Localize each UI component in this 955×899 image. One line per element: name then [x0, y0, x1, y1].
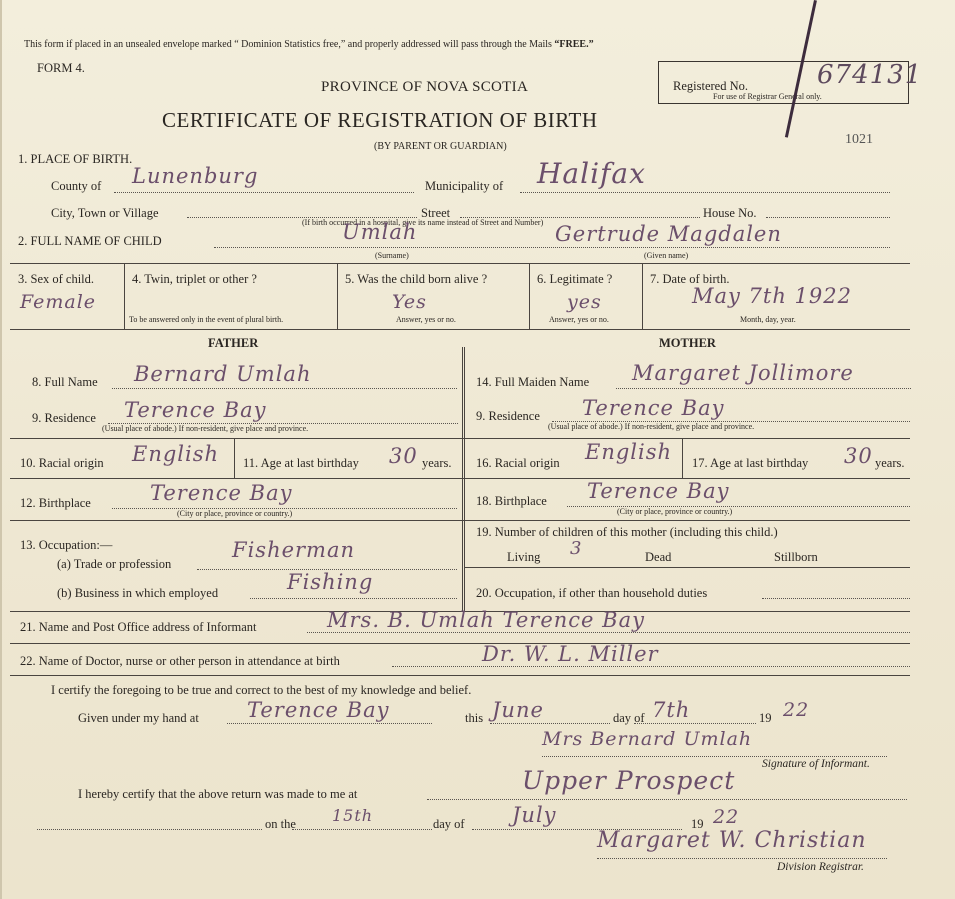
born-alive-caption: Answer, yes or no. — [396, 315, 456, 324]
mother-residence-value: Terence Bay — [582, 396, 725, 420]
born-alive-value: Yes — [392, 291, 427, 313]
on-the-label: on the — [265, 817, 296, 831]
living-value: 3 — [570, 538, 583, 559]
return-place-value: Upper Prospect — [522, 766, 736, 795]
father-birthplace-note: (City or place, province or country.) — [177, 509, 293, 518]
mother-age-value: 30 — [844, 444, 873, 468]
father-heading: FATHER — [208, 336, 259, 350]
return-label: I hereby certify that the above return was made to me at — [78, 787, 358, 801]
business-label: (b) Business in which employed — [57, 586, 219, 600]
this-label: this — [465, 711, 484, 725]
house-no-label: House No. — [703, 206, 757, 220]
return-year-prefix: 19 — [691, 817, 704, 831]
trade-label: (a) Trade or profession — [57, 557, 172, 571]
day-of-label: day of — [613, 711, 645, 725]
given-name-caption: (Given name) — [644, 251, 689, 260]
mailing-note — [24, 40, 594, 50]
birth-date-value: May 7th 1922 — [692, 284, 853, 308]
mother-residence-label: 9. Residence — [476, 409, 540, 423]
province-title: PROVINCE OF NOVA SCOTIA — [321, 79, 529, 95]
municipality-value: Halifax — [537, 157, 646, 190]
informant-signature: Mrs Bernard Umlah — [542, 728, 753, 750]
twin-label: 4. Twin, triplet or other ? — [132, 272, 257, 286]
father-age-label: 11. Age at last birthday — [243, 456, 359, 470]
mother-birthplace-note: (City or place, province or country.) — [617, 507, 733, 516]
certificate-title: CERTIFICATE OF REGISTRATION OF BIRTH — [162, 108, 598, 132]
legitimate-value: yes — [567, 291, 602, 313]
mother-occupation-label: 20. Occupation, if other than household duties — [476, 586, 708, 600]
given-year-value: 22 — [783, 699, 810, 721]
mother-age-label: 17. Age at last birthday — [692, 456, 809, 470]
sex-label: 3. Sex of child. — [18, 272, 95, 286]
stillborn-label: Stillborn — [774, 550, 818, 564]
doctor-value: Dr. W. L. Miller — [482, 642, 659, 666]
certificate-subtitle: (BY PARENT OR GUARDIAN) — [374, 141, 507, 152]
return-year-value: 22 — [713, 806, 740, 828]
mother-maiden-value: Margaret Jollimore — [632, 361, 854, 385]
father-years-label: years. — [422, 456, 452, 470]
twin-note: To be answered only in the event of plural birth. — [129, 315, 284, 324]
father-name-label: 8. Full Name — [32, 375, 98, 389]
mother-years-label: years. — [875, 456, 905, 470]
county-label: County of — [51, 179, 102, 193]
registered-number: 674131 — [817, 60, 923, 90]
day-of-label-2: day of — [433, 817, 465, 831]
given-year-prefix: 19 — [759, 711, 772, 725]
informant-label: 21. Name and Post Office address of Informant — [20, 620, 257, 634]
mother-abode-note: (Usual place of abode.) If non-resident, give place and province. — [548, 422, 755, 431]
place-of-birth-heading: 1. PLACE OF BIRTH. — [18, 152, 133, 166]
city-label: City, Town or Village — [51, 206, 159, 220]
mailing-note-text: This form if placed in an unsealed envelope marked “ Dominion Statistics free,” and properly addressed will pass through the Mails — [24, 39, 552, 50]
father-residence-label: 9. Residence — [32, 411, 96, 425]
father-birthplace-label: 12. Birthplace — [20, 496, 91, 510]
mother-racial-label: 16. Racial origin — [476, 456, 560, 470]
father-residence-value: Terence Bay — [124, 398, 267, 422]
registered-no-label: Registered No. — [673, 79, 748, 93]
mother-birthplace-label: 18. Birthplace — [476, 494, 547, 508]
father-racial-label: 10. Racial origin — [20, 456, 104, 470]
living-label: Living — [507, 550, 541, 564]
form-number: FORM 4. — [37, 61, 85, 75]
hospital-note: (If birth occurred in a hospital, give its name instead of Street and Number) — [302, 218, 544, 227]
surname-caption: (Surname) — [375, 251, 409, 260]
legitimate-caption: Answer, yes or no. — [549, 315, 609, 324]
child-given-name: Gertrude Magdalen — [555, 222, 782, 246]
division-registrar-caption: Division Registrar. — [777, 861, 864, 873]
return-month-value: July — [512, 803, 557, 827]
doctor-label: 22. Name of Doctor, nurse or other person in attendance at birth — [20, 654, 340, 668]
street-label: Street — [421, 206, 451, 220]
child-name-label: 2. FULL NAME OF CHILD — [18, 234, 162, 248]
business-value: Fishing — [287, 570, 374, 594]
registrar-signature: Margaret W. Christian — [597, 828, 867, 853]
county-value: Lunenburg — [132, 164, 259, 188]
municipality-label: Municipality of — [425, 179, 504, 193]
legitimate-label: 6. Legitimate ? — [537, 272, 613, 286]
given-month-value: June — [492, 698, 544, 722]
father-abode-note: (Usual place of abode.) If non-resident, give place and province. — [102, 424, 309, 433]
birth-date-label: 7. Date of birth. — [650, 272, 730, 286]
certify-statement: I certify the foregoing to be true and correct to the best of my knowledge and belief. — [51, 683, 472, 697]
free-label: “FREE.” — [554, 39, 594, 50]
given-place-value: Terence Bay — [247, 698, 390, 722]
trade-value: Fisherman — [232, 538, 356, 562]
sex-value: Female — [20, 291, 97, 313]
mother-maiden-label: 14. Full Maiden Name — [476, 375, 590, 389]
mother-heading: MOTHER — [659, 336, 716, 350]
mother-birthplace-value: Terence Bay — [587, 479, 730, 503]
father-name-value: Bernard Umlah — [134, 362, 312, 386]
born-alive-label: 5. Was the child born alive ? — [345, 272, 488, 286]
stamp-number: 1021 — [845, 132, 873, 147]
given-under-label: Given under my hand at — [78, 711, 199, 725]
father-racial-value: English — [132, 442, 220, 466]
birth-date-caption: Month, day, year. — [740, 315, 796, 324]
mother-racial-value: English — [585, 440, 673, 464]
registrar-use-note: For use of Registrar General only. — [713, 92, 822, 101]
child-surname: Umlah — [342, 220, 418, 244]
informant-value: Mrs. B. Umlah Terence Bay — [327, 608, 645, 632]
children-count-label: 19. Number of children of this mother (including this child.) — [476, 525, 778, 539]
given-day-value: 7th — [652, 698, 691, 722]
return-day-value: 15th — [332, 806, 374, 825]
father-birthplace-value: Terence Bay — [150, 481, 293, 505]
signature-caption: Signature of Informant. — [762, 758, 870, 770]
dead-label: Dead — [645, 550, 672, 564]
father-age-value: 30 — [389, 444, 418, 468]
occupation-label: 13. Occupation:— — [20, 538, 113, 552]
